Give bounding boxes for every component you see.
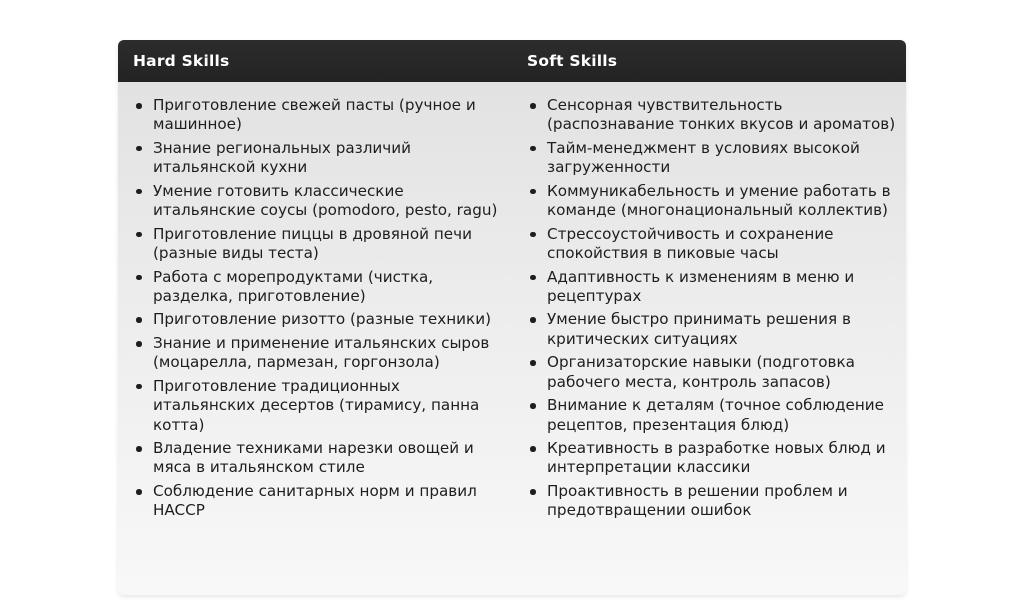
list-item: Знание региональных различий итальянской кухни [118,139,512,178]
list-item: Проактивность в решении проблем и предотвращении ошибок [512,482,906,521]
list-item: Работа с морепродуктами (чистка, разделка, приготовление) [118,268,512,307]
list-item: Владение техниками нарезки овощей и мяса в итальянском стиле [118,439,512,478]
list-item: Адаптивность к изменениям в меню и рецептурах [512,268,906,307]
list-item: Стрессоустойчивость и сохранение спокойствия в пиковые часы [512,225,906,264]
table-body [118,82,906,525]
list-item: Сенсорная чувствительность (распознавание тонких вкусов и ароматов) [512,96,906,135]
list-item: Организаторские навыки (подготовка рабочего места, контроль запасов) [512,353,906,392]
list-item: Приготовление традиционных итальянских десертов (тирамису, панна котта) [118,377,512,435]
skills-table [118,40,906,595]
list-item: Приготовление ризотто (разные техники) [118,310,512,329]
hard-skills-heading: Hard Skills [133,52,230,70]
soft-skills-list [512,96,906,521]
list-item: Умение готовить классические итальянские соусы (pomodoro, pesto, ragu) [118,182,512,221]
list-item: Коммуникабельность и умение работать в команде (многонациональный коллектив) [512,182,906,221]
list-item: Внимание к деталям (точное соблюдение рецептов, презентация блюд) [512,396,906,435]
list-item: Приготовление пиццы в дровяной печи (разные виды теста) [118,225,512,264]
list-item: Знание и применение итальянских сыров (моцарелла, пармезан, горгонзола) [118,334,512,373]
list-item: Тайм-менеджмент в условиях высокой загруженности [512,139,906,178]
table-header [118,40,906,82]
hard-skills-list [118,96,512,521]
hard-skills-column [118,96,512,525]
soft-skills-heading: Soft Skills [527,52,618,70]
list-item: Креативность в разработке новых блюд и интерпретации классики [512,439,906,478]
list-item: Соблюдение санитарных норм и правил HACCP [118,482,512,521]
soft-skills-column [512,96,906,525]
list-item: Умение быстро принимать решения в критических ситуациях [512,310,906,349]
list-item: Приготовление свежей пасты (ручное и машинное) [118,96,512,135]
